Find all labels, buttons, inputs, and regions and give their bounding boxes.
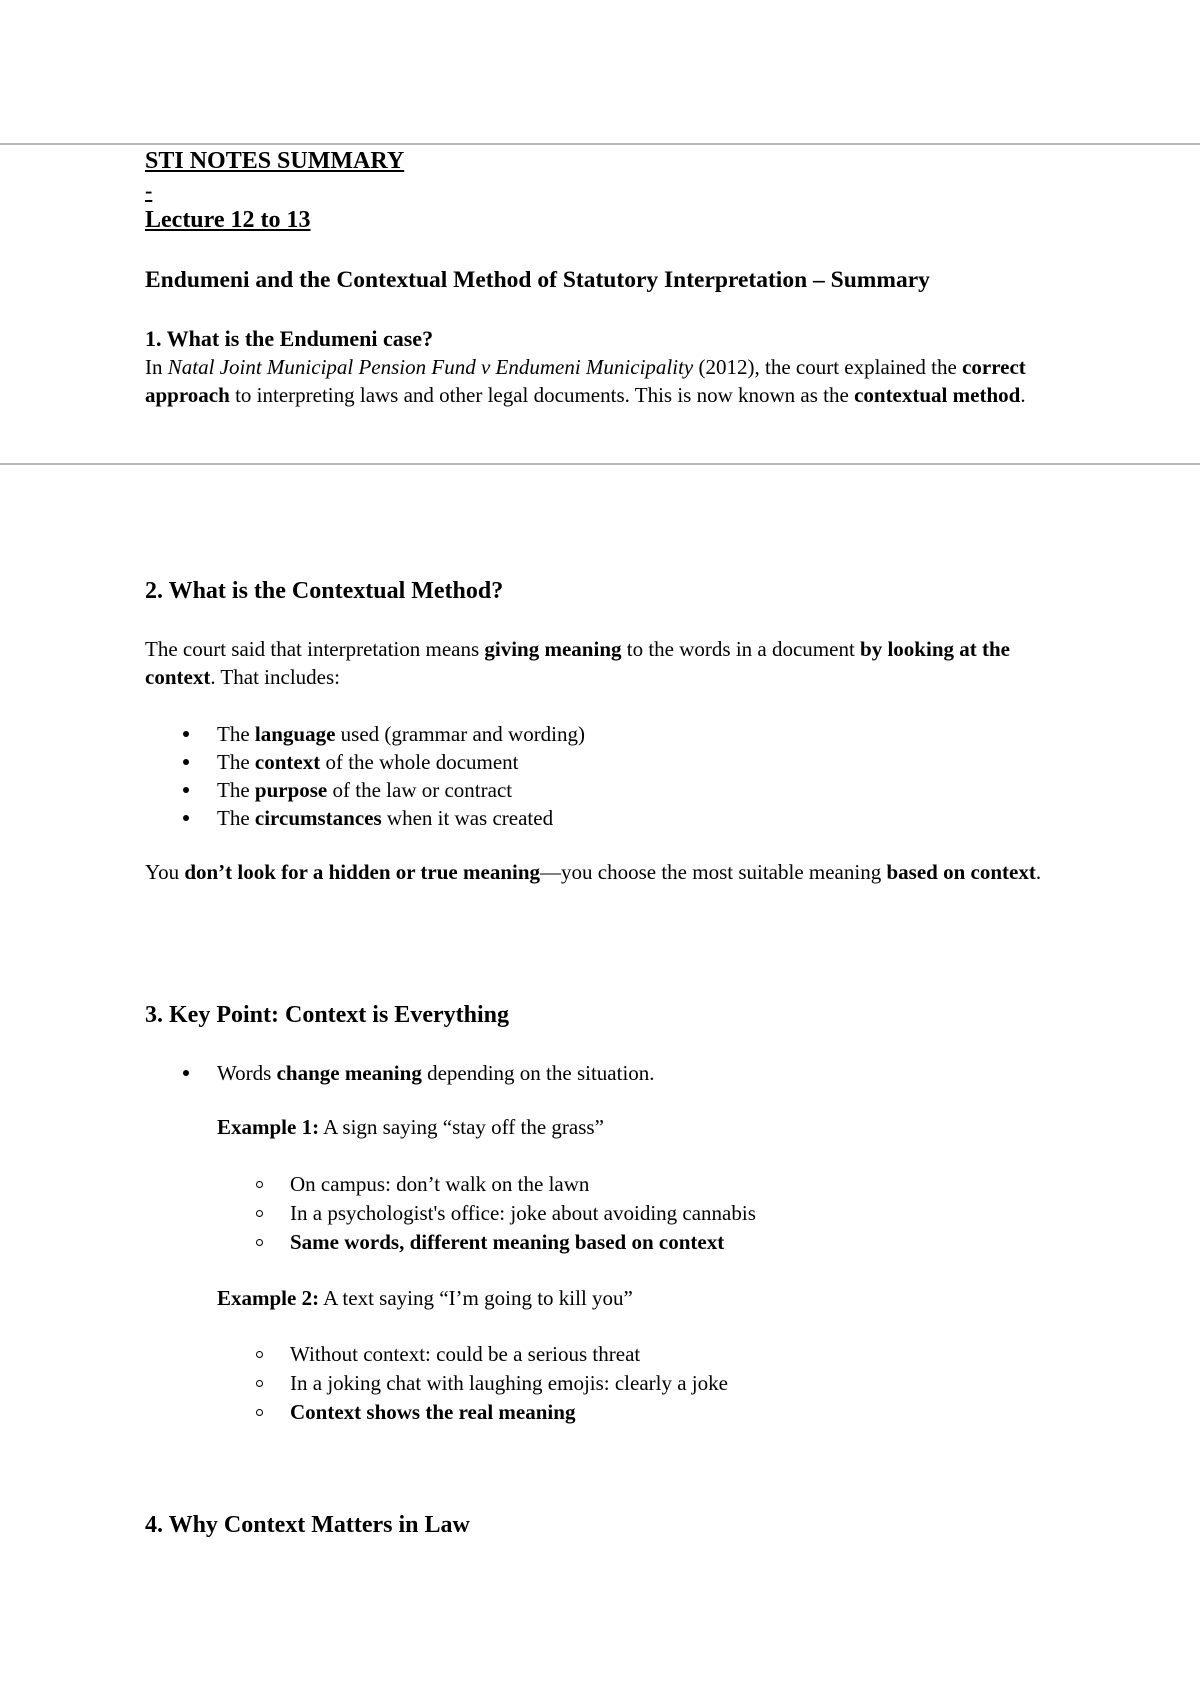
main-heading: Endumeni and the Contextual Method of Statutory Interpretation – Summary	[145, 267, 930, 293]
list-item: On campus: don’t walk on the lawn	[145, 1170, 1075, 1199]
list-item: The language used (grammar and wording)	[145, 720, 1075, 748]
example-2-list	[145, 1340, 1075, 1427]
list-item: Same words, different meaning based on context	[145, 1228, 1075, 1257]
bullet-icon	[183, 787, 189, 793]
lecture-title: Lecture 12 to 13	[145, 207, 311, 233]
section-1-heading: 1. What is the Endumeni case?	[145, 326, 434, 351]
circle-bullet-icon	[256, 1239, 263, 1246]
section-1-paragraph: In Natal Joint Municipal Pension Fund v Endumeni Municipality (2012), the court explained the correct approach to interpreting laws and other legal documents. This is now known as the contextual method.	[145, 355, 1026, 407]
circle-bullet-icon	[256, 1409, 263, 1416]
circle-bullet-icon	[256, 1210, 263, 1217]
section-2-heading: 2. What is the Contextual Method?	[145, 578, 504, 604]
title-dash: -	[145, 178, 153, 203]
list-item: Without context: could be a serious threat	[145, 1340, 1075, 1369]
list-item: The purpose of the law or contract	[145, 776, 1075, 804]
context-factors-list	[145, 720, 1075, 832]
list-item: In a psychologist's office: joke about avoiding cannabis	[145, 1199, 1075, 1228]
circle-bullet-icon	[256, 1181, 263, 1188]
section-3-heading: 3. Key Point: Context is Everything	[145, 1002, 509, 1028]
list-item: Words change meaning depending on the situation.	[145, 1059, 1075, 1087]
page-separator-top	[0, 143, 1200, 145]
list-item: The circumstances when it was created	[145, 804, 1075, 832]
list-item: The context of the whole document	[145, 748, 1075, 776]
key-point-list	[145, 1059, 1075, 1087]
bullet-icon	[183, 759, 189, 765]
list-item: Context shows the real meaning	[145, 1398, 1075, 1427]
bullet-icon	[183, 731, 189, 737]
case-name: Natal Joint Municipal Pension Fund v Endumeni Municipality	[167, 355, 694, 379]
circle-bullet-icon	[256, 1380, 263, 1387]
example-2: Example 2: A text saying “I’m going to kill you”	[217, 1286, 633, 1310]
document-title: STI NOTES SUMMARY	[145, 148, 405, 174]
page-separator	[0, 463, 1200, 465]
example-1: Example 1: A sign saying “stay off the grass”	[217, 1115, 604, 1139]
circle-bullet-icon	[256, 1351, 263, 1358]
list-item: In a joking chat with laughing emojis: clearly a joke	[145, 1369, 1075, 1398]
section-2-paragraph-1: The court said that interpretation means giving meaning to the words in a document by looking at the context. That includes:	[145, 637, 1010, 689]
section-4-heading: 4. Why Context Matters in Law	[145, 1512, 470, 1538]
section-2-paragraph-2: You don’t look for a hidden or true meaning—you choose the most suitable meaning based on context.	[145, 860, 1042, 884]
bullet-icon	[183, 815, 189, 821]
example-1-list	[145, 1170, 1075, 1257]
bullet-icon	[183, 1070, 189, 1076]
